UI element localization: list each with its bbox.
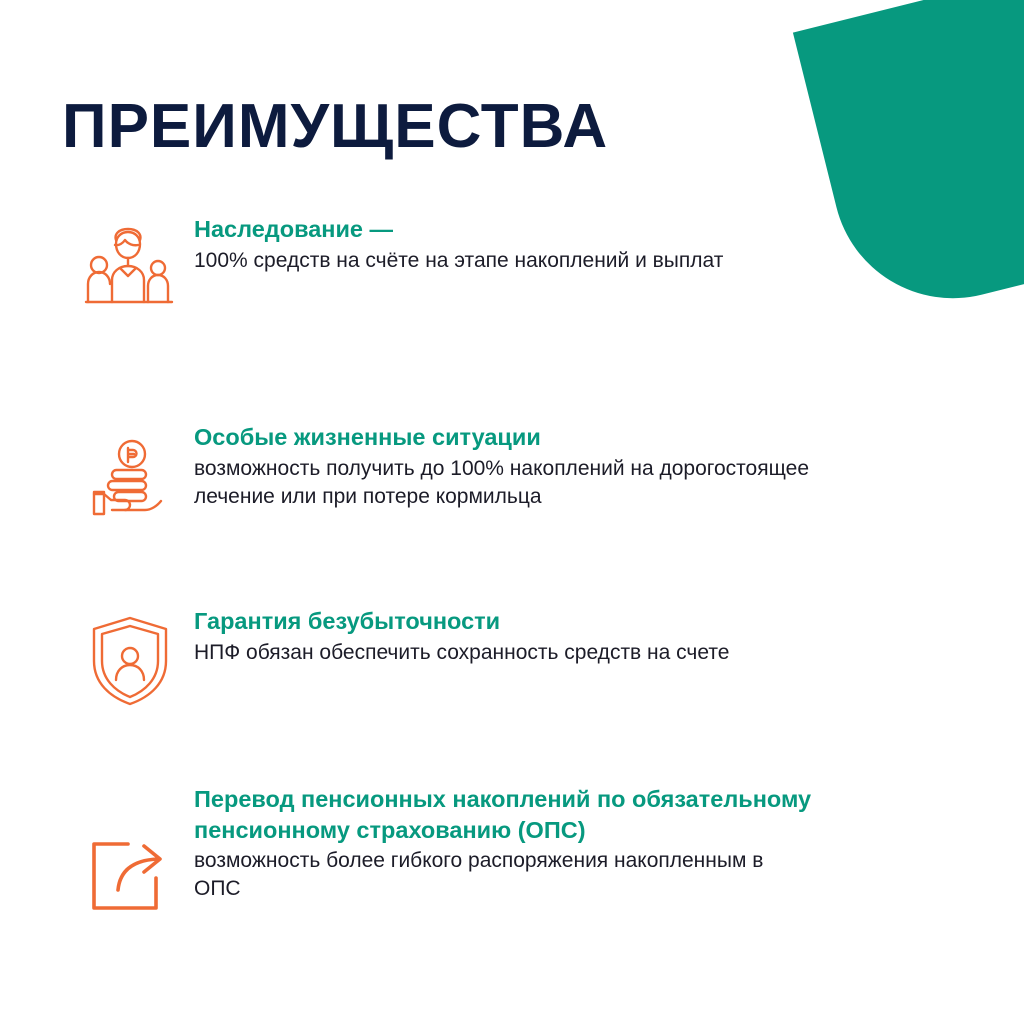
list-item-body (182, 606, 729, 667)
shield-person-icon (78, 606, 182, 708)
list-item-text: НПФ обязан обеспечить сохранность средств на счете (194, 640, 730, 664)
list-item-text: 100% средств на счёте на этапе накоплений и выплат (194, 248, 724, 272)
benefits-list (0, 214, 1024, 916)
list-item (0, 606, 1024, 708)
hand-with-coins-ruble-icon (78, 422, 182, 528)
page-title: ПРЕИМУЩЕСТВА (62, 91, 609, 161)
list-item-text: возможность получить до 100% накоплений на дорогостоящее лечение или при потере кормильца (194, 456, 809, 508)
list-item-title: Перевод пенсионных накоплений по обязательному пенсионному страхованию (ОПС) (194, 786, 812, 843)
list-item-title: Особые жизненные ситуации (194, 424, 541, 450)
list-item-body (182, 422, 814, 511)
list-item (0, 422, 1024, 528)
list-item-title: Гарантия безубыточности (194, 608, 501, 634)
list-item (0, 214, 1024, 310)
list-item-text: возможность более гибкого распоряжения накопленным в ОПС (194, 849, 764, 901)
family-icon (78, 214, 182, 310)
list-item (0, 784, 1024, 916)
list-item-body (182, 784, 814, 903)
transfer-arrow-icon (78, 784, 182, 916)
list-item-body (182, 214, 723, 275)
list-item-title: Наследование — (194, 216, 394, 242)
